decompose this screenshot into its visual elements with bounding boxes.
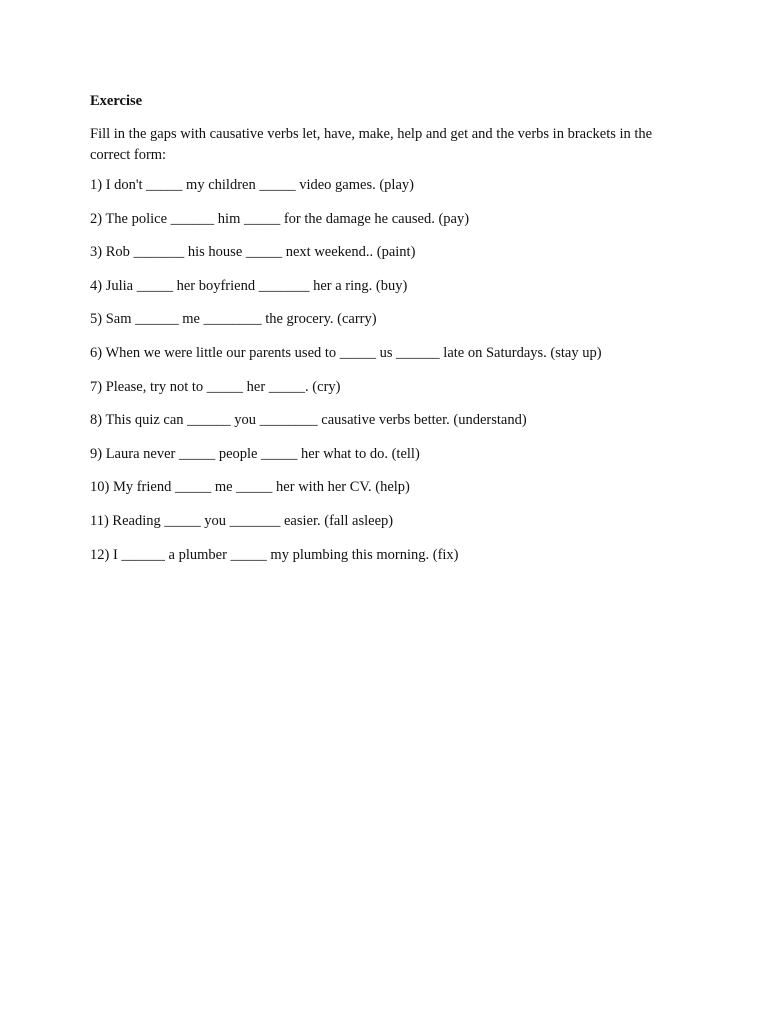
question-item: 2) The police ______ him _____ for the damage he caused. (pay) [90,210,470,227]
question-item: 7) Please, try not to _____ her _____. (cry) [90,378,341,395]
question-item: 11) Reading _____ you _______ easier. (fall asleep) [90,512,394,529]
question-item: 12) I ______ a plumber _____ my plumbing this morning. (fix) [90,546,459,563]
question-item: 10) My friend _____ me _____ her with her CV. (help) [90,479,410,496]
question-item: 8) This quiz can ______ you ________ causative verbs better. (understand) [90,412,527,429]
question-item: 6) When we were little our parents used to _____ us ______ late on Saturdays. (stay up) [90,344,602,361]
question-item: 4) Julia _____ her boyfriend _______ her a ring. (buy) [90,277,408,294]
question-item: 1) I don't _____ my children _____ video games. (play) [90,177,414,193]
question-list [90,176,690,564]
question-item: 3) Rob _______ his house _____ next weekend.. (paint) [90,244,416,261]
question-item: 5) Sam ______ me ________ the grocery. (carry) [90,311,377,328]
question-item: 9) Laura never _____ people _____ her what to do. (tell) [90,445,420,462]
exercise-instructions: Fill in the gaps with causative verbs let, have, make, help and get and the verbs in brackets in the correct form: [90,126,653,163]
exercise-title: Exercise [90,93,143,109]
worksheet-page [90,92,690,579]
